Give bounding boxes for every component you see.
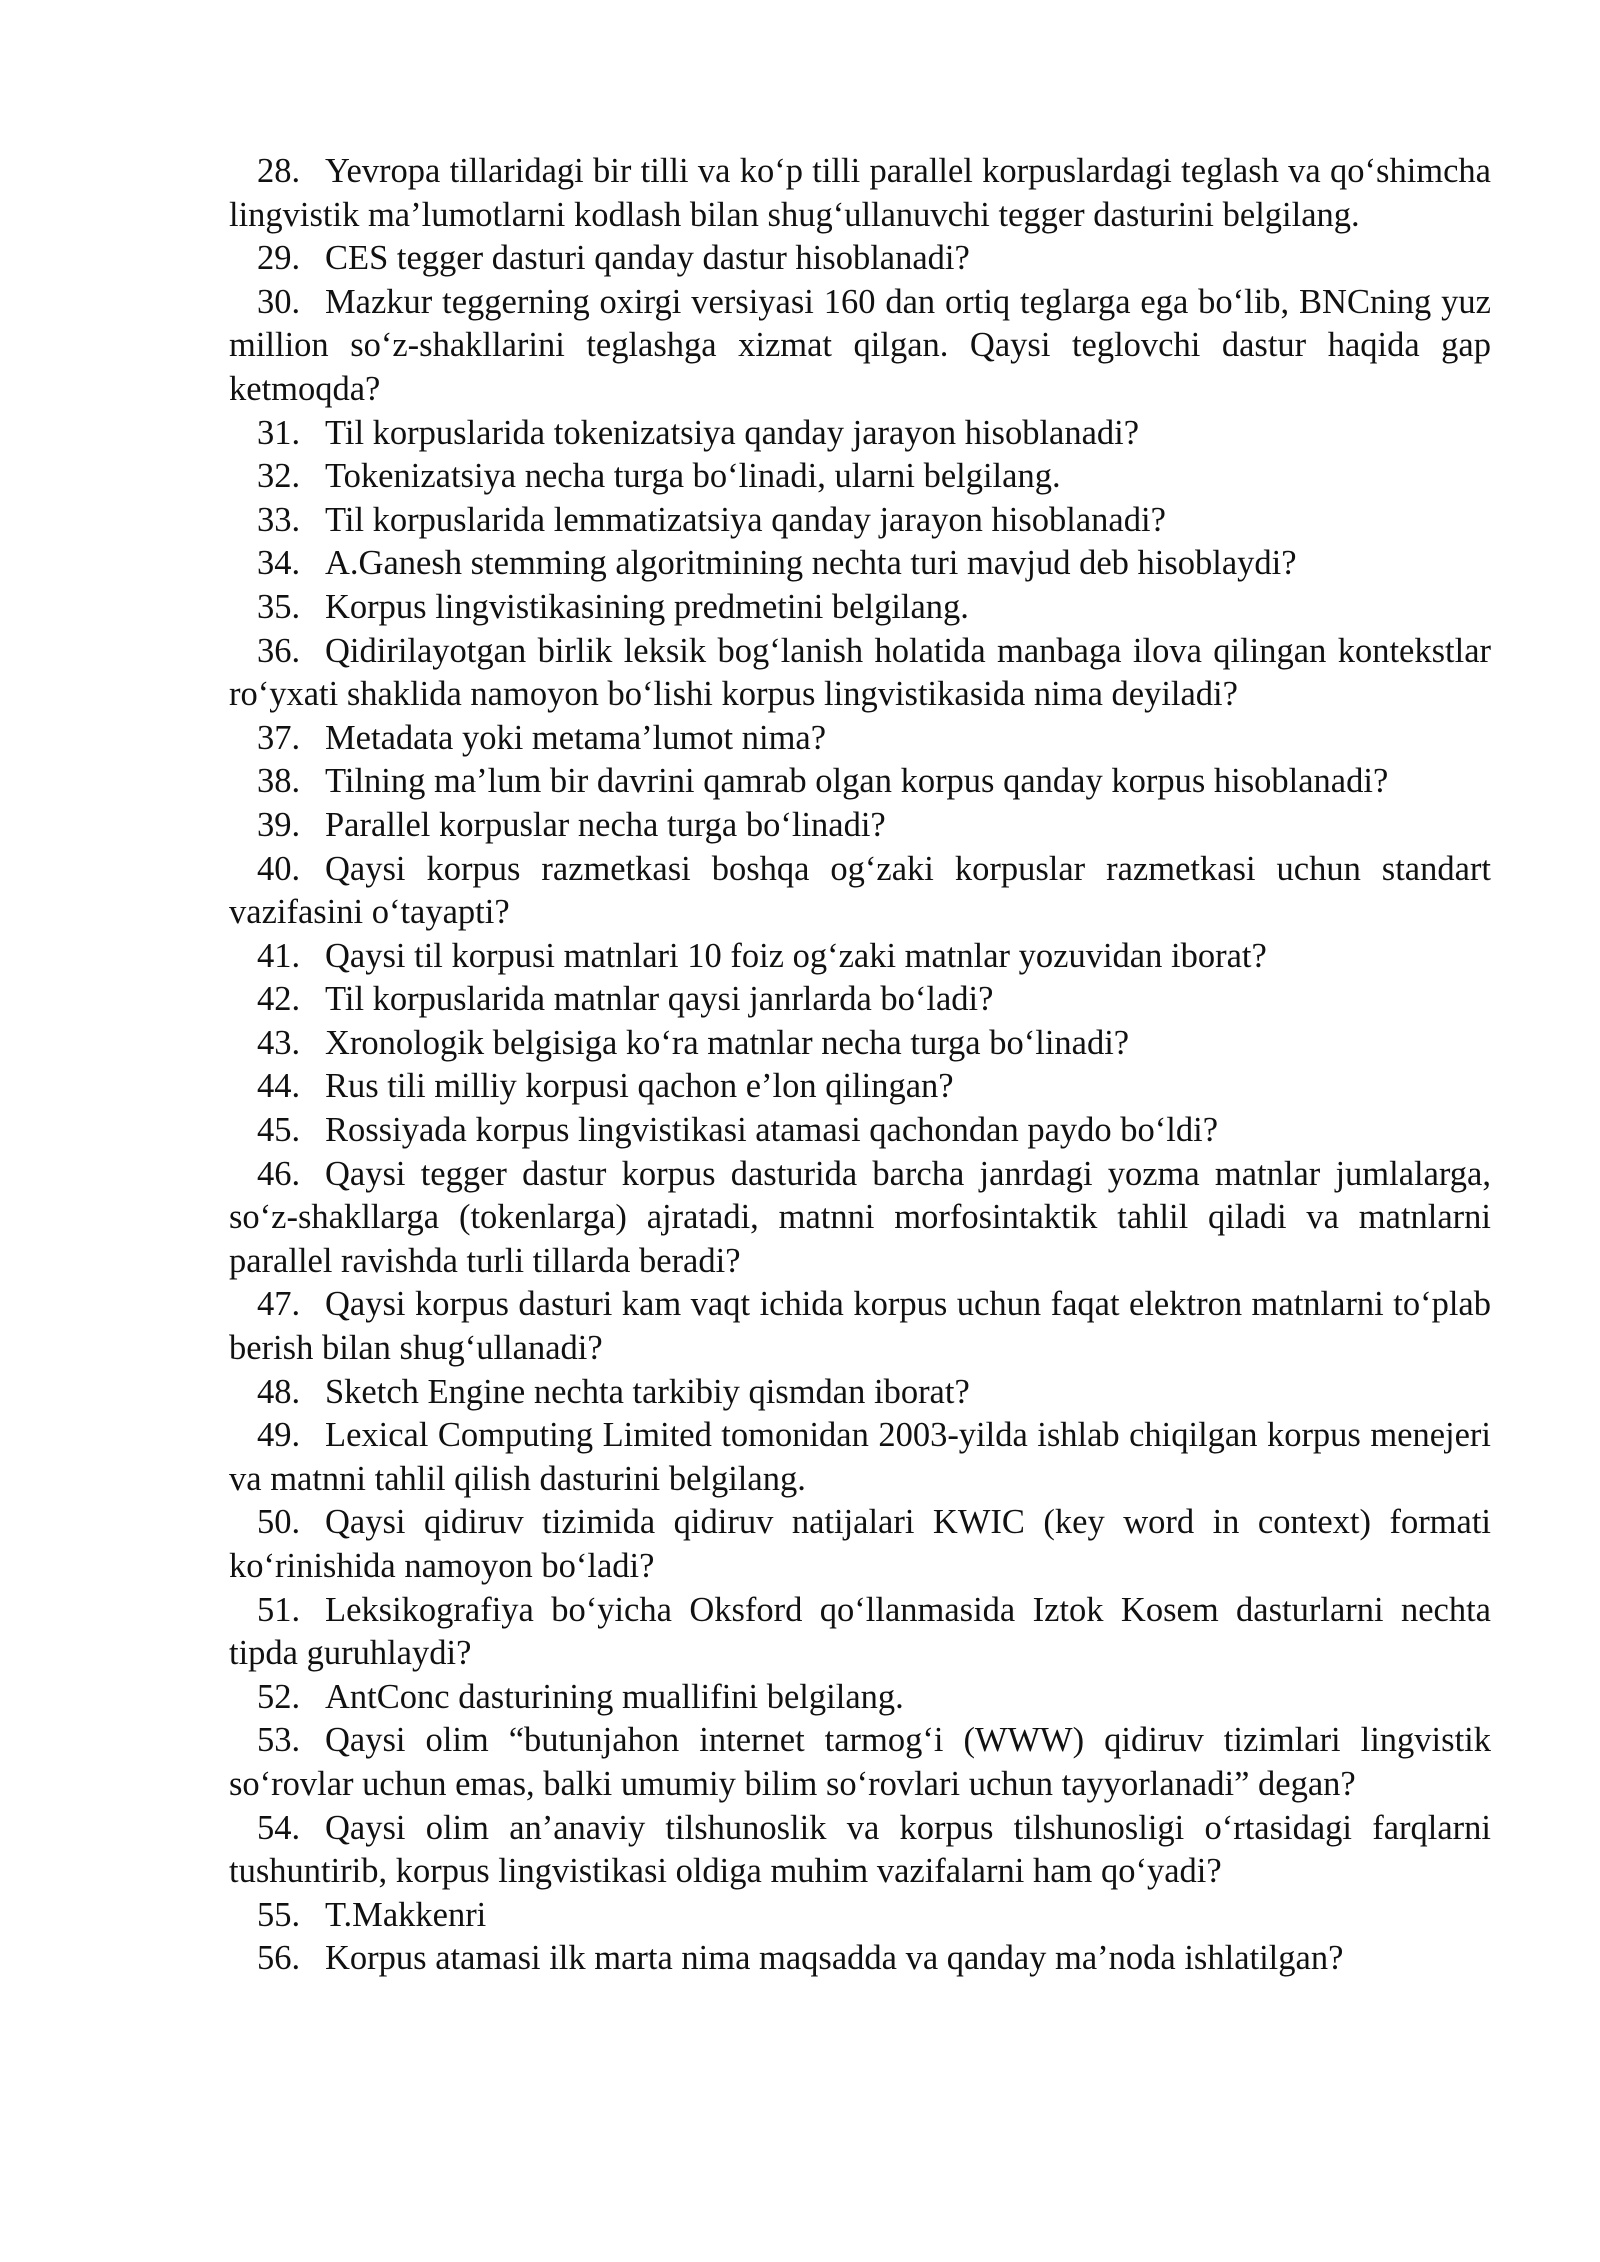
- document-page: [229, 150, 1491, 1981]
- question-number: 41.: [257, 936, 301, 975]
- question-text: Tilning ma’lum bir davrini qamrab olgan korpus qanday korpus hisoblanadi?: [325, 762, 1389, 801]
- question-text: Qaysi olim an’anaviy tilshunoslik va korpus tilshunosligi o‘rtasidagi farqlarni tushuntirib, korpus lingvistikasi oldiga muhim vazifalarni ham qo‘yadi?: [229, 1808, 1491, 1891]
- question-text: Korpus atamasi ilk marta nima maqsadda va qanday ma’noda ishlatilgan?: [325, 1939, 1344, 1978]
- question-item: [229, 935, 1491, 979]
- question-text: Xronologik belgisiga ko‘ra matnlar necha turga bo‘linadi?: [325, 1023, 1130, 1062]
- question-number: 56.: [257, 1939, 301, 1978]
- question-item: [229, 1022, 1491, 1066]
- question-item: [229, 1807, 1491, 1894]
- question-number: 52.: [257, 1677, 301, 1716]
- question-text: Qaysi qidiruv tizimida qidiruv natijalari KWIC (key word in context) formati ko‘rinishida namoyon bo‘ladi?: [229, 1503, 1491, 1585]
- question-text: Qidirilayotgan birlik leksik bog‘lanish holatida manbaga ilova qilingan kontekstlar ro‘yxati shaklida namoyon bo‘lishi korpus lingvistikasida nima deyiladi?: [229, 631, 1491, 714]
- question-item: [229, 717, 1491, 761]
- question-number: 54.: [257, 1808, 301, 1847]
- question-text: AntConc dasturining muallifini belgilang.: [325, 1677, 904, 1716]
- question-item: [229, 499, 1491, 543]
- question-item: [229, 1065, 1491, 1109]
- question-number: 55.: [257, 1895, 301, 1934]
- question-number: 35.: [257, 587, 301, 626]
- question-text: Qaysi korpus dasturi kam vaqt ichida korpus uchun faqat elektron matnlarni to‘plab berish bilan shug‘ullanadi?: [229, 1285, 1491, 1368]
- question-number: 47.: [257, 1285, 301, 1324]
- question-text: Metadata yoki metama’lumot nima?: [325, 718, 827, 757]
- question-number: 39.: [257, 805, 301, 844]
- question-number: 28.: [257, 152, 301, 190]
- question-text: CES tegger dasturi qanday dastur hisoblanadi?: [325, 239, 970, 278]
- question-text: Lexical Computing Limited tomonidan 2003-yilda ishlab chiqilgan korpus menejeri va matnni tahlil qilish dasturini belgilang.: [229, 1416, 1491, 1498]
- question-number: 45.: [257, 1111, 301, 1150]
- question-number: 36.: [257, 631, 301, 670]
- question-number: 51.: [257, 1590, 301, 1629]
- question-text: Qaysi korpus razmetkasi boshqa og‘zaki korpuslar razmetkasi uchun standart vazifasini o‘tayapti?: [229, 849, 1491, 932]
- question-number: 50.: [257, 1503, 301, 1542]
- question-number: 38.: [257, 762, 301, 801]
- question-number: 31.: [257, 413, 301, 452]
- question-text: A.Ganesh stemming algoritmining nechta turi mavjud deb hisoblaydi?: [325, 544, 1297, 583]
- question-item: [229, 237, 1491, 281]
- question-text: Qaysi til korpusi matnlari 10 foiz og‘zaki matnlar yozuvidan iborat?: [325, 936, 1267, 975]
- question-item: [229, 1371, 1491, 1415]
- question-item: [229, 1501, 1491, 1588]
- question-number: 30.: [257, 282, 301, 321]
- question-number: 53.: [257, 1721, 301, 1760]
- question-text: Korpus lingvistikasining predmetini belgilang.: [325, 587, 969, 626]
- question-item: [229, 150, 1491, 237]
- question-number: 42.: [257, 980, 301, 1019]
- question-item: [229, 1589, 1491, 1676]
- question-item: [229, 586, 1491, 630]
- question-number: 40.: [257, 849, 301, 888]
- question-item: [229, 1676, 1491, 1720]
- question-text: Til korpuslarida lemmatizatsiya qanday jarayon hisoblanadi?: [325, 500, 1166, 539]
- question-number: 48.: [257, 1372, 301, 1411]
- question-item: [229, 1719, 1491, 1806]
- question-number: 43.: [257, 1023, 301, 1062]
- question-item: [229, 412, 1491, 456]
- question-number: 29.: [257, 239, 301, 278]
- question-text: Tokenizatsiya necha turga bo‘linadi, ularni belgilang.: [325, 457, 1061, 496]
- question-number: 34.: [257, 544, 301, 583]
- question-text: Parallel korpuslar necha turga bo‘linadi?: [325, 805, 886, 844]
- question-text: Qaysi olim “butunjahon internet tarmog‘i (WWW) qidiruv tizimlari lingvistik so‘rovlar uchun emas, balki umumiy bilim so‘rovlari uchun tayyorlanadi” degan?: [229, 1721, 1491, 1803]
- question-number: 49.: [257, 1416, 301, 1455]
- question-text: Rossiyada korpus lingvistikasi atamasi qachondan paydo bo‘ldi?: [325, 1111, 1219, 1150]
- question-item: [229, 630, 1491, 717]
- question-item: [229, 1894, 1491, 1938]
- question-text: Sketch Engine nechta tarkibiy qismdan iborat?: [325, 1372, 970, 1411]
- question-text: T.Makkenri: [325, 1895, 487, 1934]
- question-item: [229, 848, 1491, 935]
- question-item: [229, 281, 1491, 412]
- question-item: [229, 804, 1491, 848]
- question-number: 46.: [257, 1154, 301, 1193]
- question-item: [229, 1414, 1491, 1501]
- question-number: 32.: [257, 457, 301, 496]
- question-item: [229, 1109, 1491, 1153]
- question-item: [229, 1153, 1491, 1284]
- question-text: Rus tili milliy korpusi qachon e’lon qilingan?: [325, 1067, 954, 1106]
- question-item: [229, 542, 1491, 586]
- question-item: [229, 455, 1491, 499]
- question-number: 33.: [257, 500, 301, 539]
- question-text: Qaysi tegger dastur korpus dasturida barcha janrdagi yozma matnlar jumlalarga, so‘z-shakllarga (tokenlarga) ajratadi, matnni morfosintaktik tahlil qiladi va matnlarni parallel ravishda turli tillarda beradi?: [229, 1154, 1491, 1280]
- question-text: Til korpuslarida tokenizatsiya qanday jarayon hisoblanadi?: [325, 413, 1140, 452]
- question-item: [229, 1283, 1491, 1370]
- question-text: Mazkur teggerning oxirgi versiyasi 160 dan ortiq teglarga ega bo‘lib, BNCning yuz million so‘z-shakllarini teglashga xizmat qilgan. Qaysi teglovchi dastur haqida gap ketmoqda?: [229, 282, 1491, 408]
- question-text: Leksikografiya bo‘yicha Oksford qo‘llanmasida Iztok Kosem dasturlarni nechta tipda guruhlaydi?: [229, 1590, 1491, 1673]
- question-text: Yevropa tillaridagi bir tilli va ko‘p tilli parallel korpuslardagi teglash va qo‘shimcha lingvistik ma’lumotlarni kodlash bilan shug‘ullanuvchi tegger dasturini belgilang.: [229, 152, 1491, 234]
- question-item: [229, 1937, 1491, 1981]
- question-number: 44.: [257, 1067, 301, 1106]
- question-item: [229, 760, 1491, 804]
- question-text: Til korpuslarida matnlar qaysi janrlarda bo‘ladi?: [325, 980, 994, 1019]
- question-number: 37.: [257, 718, 301, 757]
- question-item: [229, 978, 1491, 1022]
